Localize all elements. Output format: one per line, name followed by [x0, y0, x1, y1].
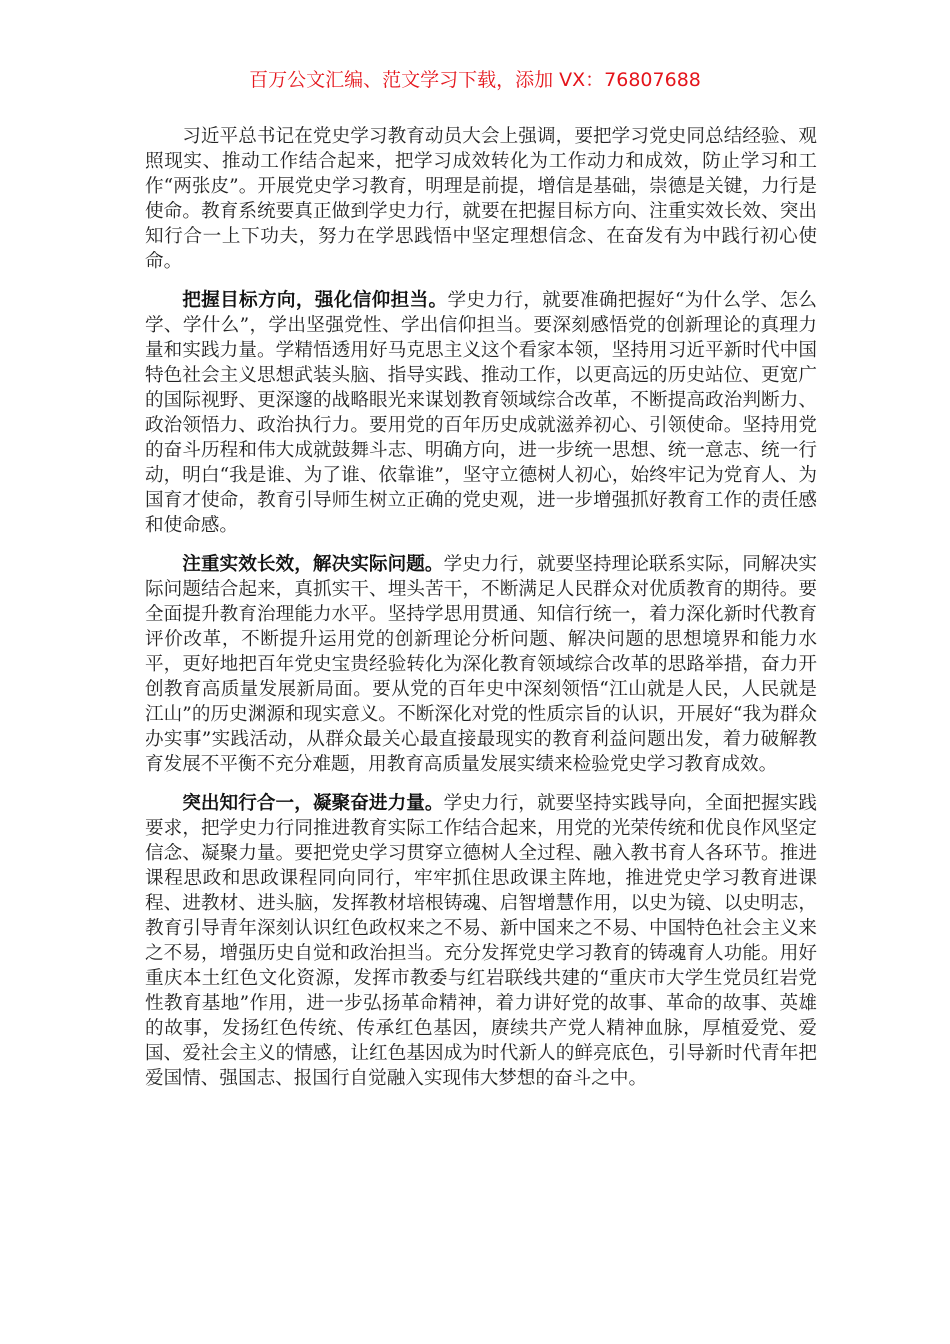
- paragraph-text: 学史力行，就要准确把握好“为什么学、怎么学、学什么”，学出坚强党性、学出信仰担当。要深刻感悟党的创新理论的真理力量和实践力量。学精悟透用好马克思主义这个看家本领，坚持用习近平新时代中国特色社会主义思想武装头脑、指导实践、推动工作，以更高远的历史站位、更宽广的国际视野、更深邃的战略眼光来谋划教育领域综合改革，不断提高政治判断力、政治领悟力、政治执行力。要用党的百年历史成就滋养初心、引领使命。坚持用党的奋斗历程和伟大成就鼓舞斗志、明确方向，进一步统一思想、统一意志、统一行动，明白“我是谁、为了谁、依靠谁”，坚守立德树人初心，始终牢记为党育人、为国育才使命，教育引导师生树立正确的党史观，进一步增强抓好教育工作的责任感和使命感。: [145, 290, 817, 536]
- paragraph-text: 习近平总书记在党史学习教育动员大会上强调，要把学习党史同总结经验、观照现实、推动工作结合起来，把学习成效转化为工作动力和成效，防止学习和工作“两张皮”。开展党史学习教育，明理是前提，增信是基础，崇德是关键，力行是使命。教育系统要真正做到学史力行，就要在把握目标方向、注重实效长效、突出知行合一上下功夫，努力在学思践悟中坚定理想信念、在奋发有为中践行初心使命。: [145, 126, 817, 272]
- paragraph-heading: 注重实效长效，解决实际问题。: [182, 554, 444, 575]
- paragraph-text: 学史力行，就要坚持实践导向，全面把握实践要求，把学史力行同推进教育实际工作结合起来，用党的光荣传统和优良作风坚定信念、凝聚力量。要把党史学习贯穿立德树人全过程、融入教书育人各环节。推进课程思政和思政课程同向同行，牢牢抓住思政课主阵地，推进党史学习教育进课程、进教材、进头脑，发挥教材培根铸魂、启智增慧作用，以史为镜、以史明志，教育引导青年深刻认识红色政权来之不易、新中国来之不易、中国特色社会主义来之不易，增强历史自觉和政治担当。充分发挥党史学习教育的铸魂育人功能。用好重庆本土红色文化资源，发挥市教委与红岩联线共建的“重庆市大学生党员红岩党性教育基地”作用，进一步弘扬革命精神，着力讲好党的故事、革命的故事、英雄的故事，发扬红色传统、传承红色基因，赓续共产党人精神血脉，厚植爱党、爱国、爱社会主义的情感，让红色基因成为时代新人的鲜亮底色，引导新时代青年把爱国情、强国志、报国行自觉融入实现伟大梦想的奋斗之中。: [145, 793, 817, 1089]
- paragraph-practical-effect: [145, 552, 817, 777]
- paragraph-text: 学史力行，就要坚持理论联系实际，同解决实际问题结合起来，真抓实干、埋头苦干，不断满足人民群众对优质教育的期待。要全面提升教育治理能力水平。坚持学思用贯通、知信行统一，着力深化新时代教育评价改革，不断提升运用党的创新理论分析问题、解决问题的思想境界和能力水平，更好地把百年党史宝贵经验转化为深化教育领域综合改革的思路举措，奋力开创教育高质量发展新局面。要从党的百年史中深刻领悟“江山就是人民，人民就是江山”的历史渊源和现实意义。不断深化对党的性质宗旨的认识，开展好“我为群众办实事”实践活动，从群众最关心最直接最现实的教育利益问题出发，着力破解教育发展不平衡不充分难题，用教育高质量发展实绩来检验党史学习教育成效。: [145, 554, 817, 775]
- document-body: [145, 124, 817, 1105]
- paragraph-intro: [145, 124, 817, 274]
- paragraph-knowledge-action: [145, 791, 817, 1091]
- paragraph-heading: 突出知行合一，凝聚奋进力量。: [182, 793, 444, 814]
- watermark-header: 百万公文汇编、范文学习下载，添加 VX：76807688: [249, 69, 701, 91]
- paragraph-heading: 把握目标方向，强化信仰担当。: [182, 290, 448, 311]
- paragraph-target-direction: [145, 288, 817, 538]
